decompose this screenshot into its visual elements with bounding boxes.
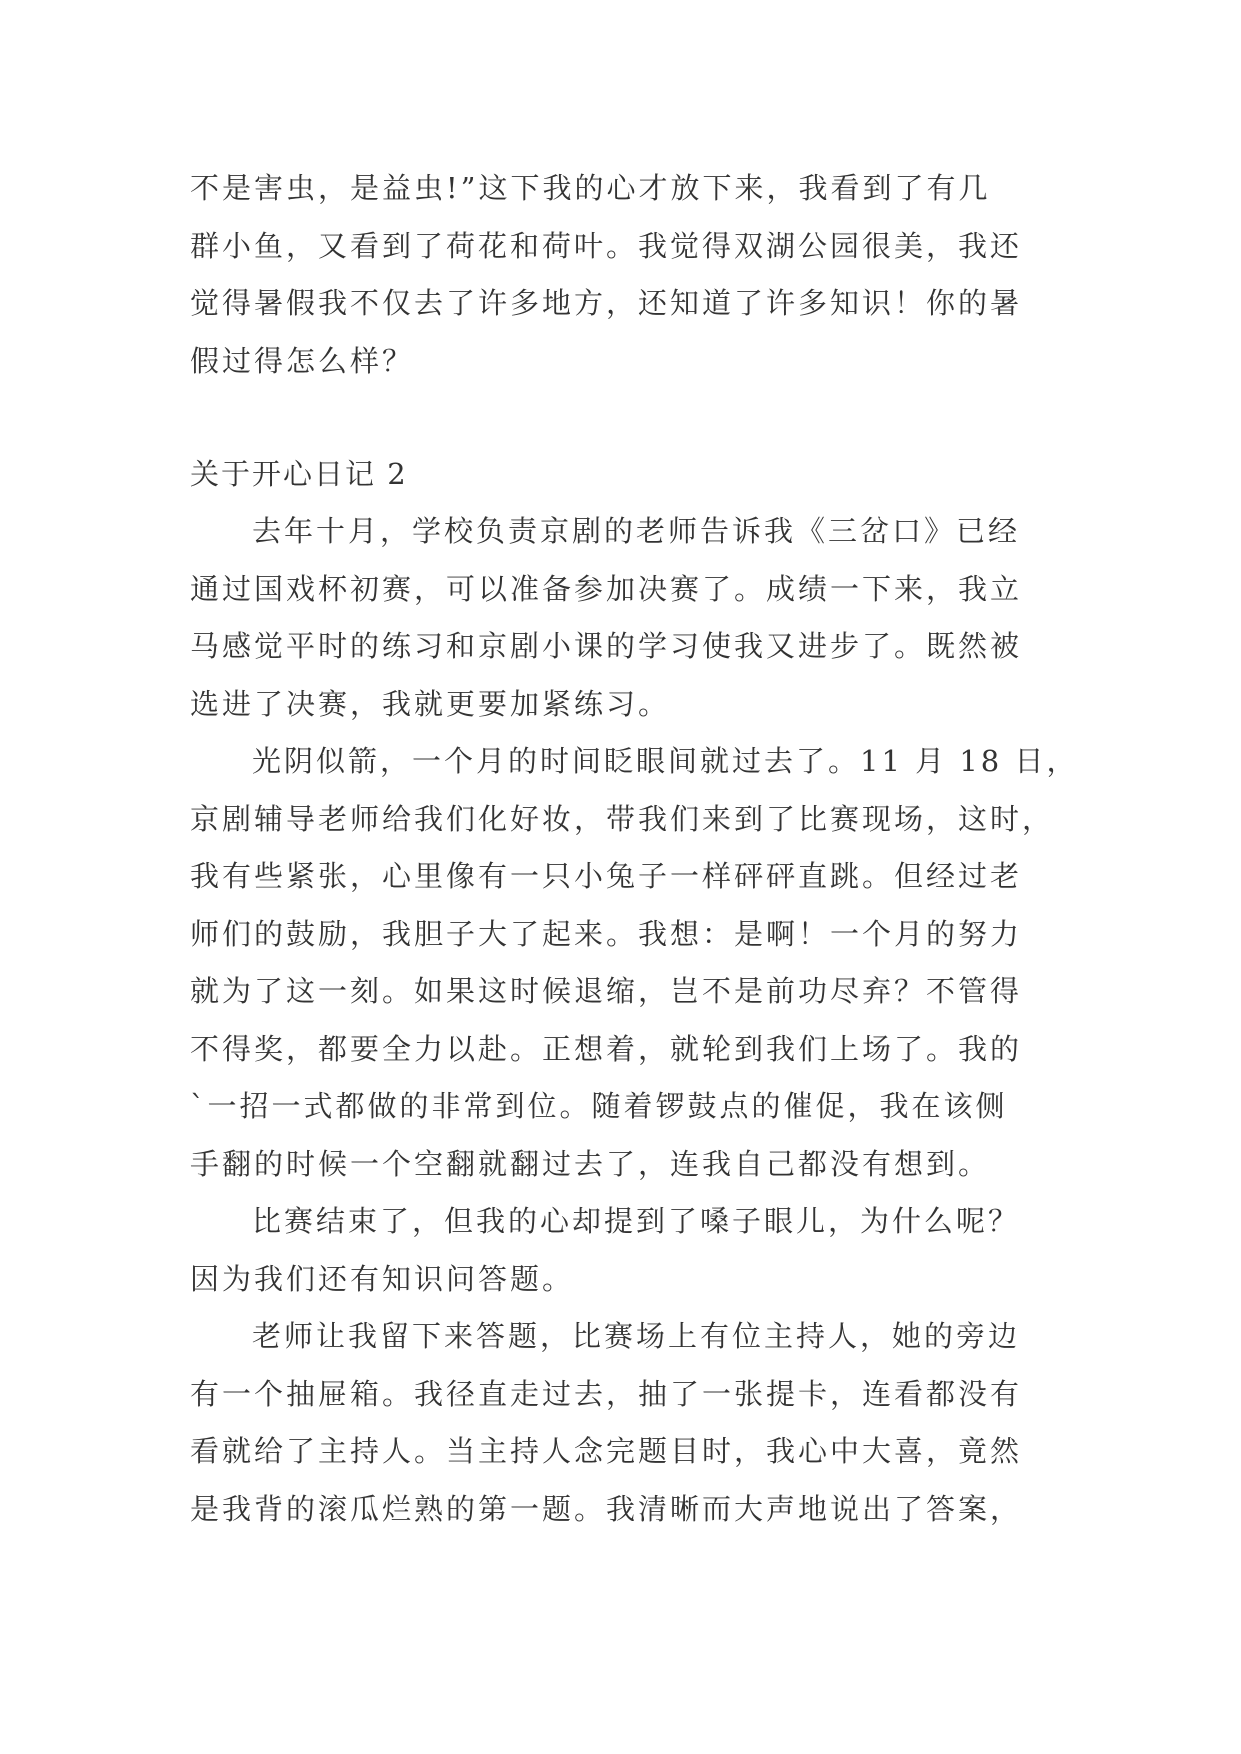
- text-line: 师们的鼓励，我胆子大了起来。我想：是啊！一个月的努力: [190, 916, 1023, 951]
- paragraph: [190, 503, 1050, 733]
- text-line: 假过得怎么样？: [190, 343, 415, 378]
- text-line: `一招一式都做的非常到位。随着锣鼓点的催促，我在该侧: [190, 1089, 1008, 1123]
- text-line: 群小鱼，又看到了荷花和荷叶。我觉得双湖公园很美，我还: [190, 228, 1023, 263]
- text-line: 选进了决赛，我就更要加紧练习。: [190, 686, 671, 721]
- text-line: 我有些紧张，心里像有一只小兔子一样砰砰直跳。但经过老: [190, 859, 1023, 893]
- paragraph: [190, 733, 1079, 1193]
- text-line: 看就给了主持人。当主持人念完题目时，我心中大喜，竟然: [190, 1434, 1023, 1468]
- text-line: 有一个抽屉箱。我径直走过去，抽了一张提卡，连看都没有: [190, 1376, 1023, 1411]
- section-title: 关于开心日记 2: [190, 457, 408, 491]
- text-line: 比赛结束了，但我的心却提到了嗓子眼儿，为什么呢？: [252, 1204, 1021, 1238]
- paragraph: [190, 1193, 1050, 1308]
- text-line: 手翻的时候一个空翻就翻过去了，连我自己都没有想到。: [190, 1146, 991, 1181]
- text-line: 觉得暑假我不仅去了许多地方，还知道了许多知识！你的暑: [190, 286, 1023, 320]
- text-line: 光阴似箭，一个月的时间眨眼间就过去了。11 月 18 日，: [252, 744, 1079, 778]
- document-body: [190, 160, 1079, 1538]
- text-line: 去年十月，学校负责京剧的老师告诉我《三岔口》已经: [252, 514, 1021, 548]
- text-line: 通过国戏杯初赛，可以准备参加决赛了。成绩一下来，我立: [190, 571, 1023, 606]
- text-line: 马感觉平时的练习和京剧小课的学习使我又进步了。既然被: [190, 629, 1023, 663]
- intro-paragraph: [190, 160, 1050, 390]
- text-line: 是我背的滚瓜烂熟的第一题。我清晰而大声地说出了答案，: [190, 1491, 1023, 1526]
- text-line: 京剧辅导老师给我们化好妆，带我们来到了比赛现场，这时，: [190, 801, 1055, 836]
- paragraph: [190, 1308, 1050, 1538]
- text-line: 老师让我留下来答题，比赛场上有位主持人，她的旁边: [252, 1319, 1021, 1353]
- text-line: 因为我们还有知识问答题。: [190, 1261, 575, 1296]
- text-line: 不得奖，都要全力以赴。正想着，就轮到我们上场了。我的: [190, 1031, 1023, 1066]
- text-line: 不是害虫，是益虫!”这下我的心才放下来，我看到了有几: [190, 171, 991, 205]
- text-line: 就为了这一刻。如果这时候退缩，岂不是前功尽弃？不管得: [190, 974, 1023, 1008]
